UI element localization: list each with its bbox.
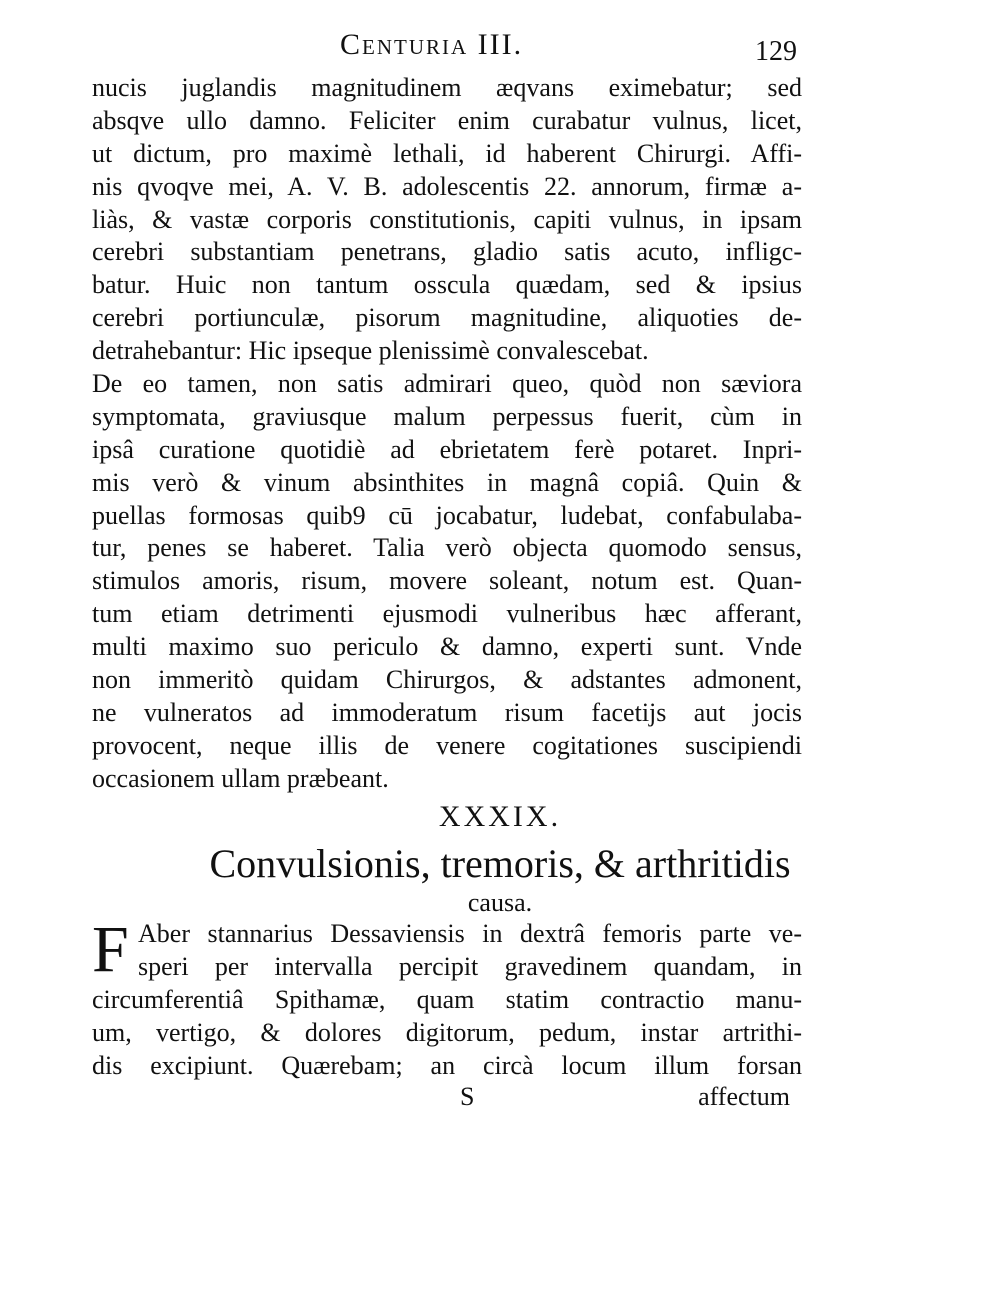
running-head: Centuria III. bbox=[340, 28, 524, 61]
text-line: batur. Huic non tantum osscula quædam, sed & ipsius bbox=[92, 270, 802, 300]
page-footer bbox=[92, 1082, 802, 1116]
text-line: De eo tamen, non satis admirari queo, quòd non sæviora bbox=[92, 369, 802, 399]
text-line: nis qvoqve mei, A. V. B. adolescentis 22. annorum, firmæ a- bbox=[92, 171, 802, 201]
text-line: non immeritò quidam Chirurgos, & adstantes admonent, bbox=[92, 665, 802, 695]
section-title-continuation: causa. bbox=[467, 888, 533, 917]
text-line: ut dictum, pro maximè lethali, id haberent Chirurgi. Affi- bbox=[92, 138, 802, 168]
text-line: ipsâ curatione quotidiè ad ebrietatem ferè potaret. Inpri- bbox=[92, 434, 802, 464]
text-line: dis excipiunt. Quærebam; an circà locum illum forsan bbox=[92, 1050, 802, 1080]
text-line: symptomata, graviusque malum perpessus fuerit, cùm in bbox=[92, 401, 802, 431]
text-line: ne vulneratos ad immoderatum risum facetijs aut jocis bbox=[92, 697, 802, 727]
text-line: absqve ullo damno. Feliciter enim curabatur vulnus, licet, bbox=[92, 105, 802, 135]
text-line: mis verò & vinum absinthites in magnâ copiâ. Quin & bbox=[92, 467, 802, 497]
text-line: speri per intervalla percipit gravedinem quandam, in bbox=[138, 951, 802, 981]
text-line: liàs, & vastæ corporis constitutionis, capiti vulnus, in ipsam bbox=[92, 204, 802, 234]
text-line: stimulos amoris, risum, movere soleant, notum est. Quan- bbox=[92, 566, 802, 596]
text-line: puellas formosas quib9 cū jocabatur, ludebat, confabulaba- bbox=[92, 500, 802, 530]
section-number: XXXIX. bbox=[438, 800, 562, 833]
section-title: Convulsionis, tremoris, & arthritidis bbox=[209, 841, 791, 886]
text-line: cerebri portiunculæ, pisorum magnitudine, aliquoties de- bbox=[92, 303, 802, 333]
text-line: Aber stannarius Dessaviensis in dextrâ femoris parte ve- bbox=[138, 919, 802, 948]
text-line: detrahebantur: Hic ipseque plenissimè convalescebat. bbox=[92, 336, 649, 366]
text-line: occasionem ullam præbeant. bbox=[92, 763, 389, 793]
text-line: nucis juglandis magnitudinem æqvans eximebatur; sed bbox=[92, 73, 802, 102]
text-line: provocent, neque illis de venere cogitationes suscipiendi bbox=[92, 730, 802, 760]
paragraph-1 bbox=[92, 72, 802, 796]
text-line: circumferentiâ Spithamæ, quam statim contractio manu- bbox=[92, 984, 802, 1014]
text-line: um, vertigo, & dolores digitorum, pedum, instar artrithi- bbox=[92, 1017, 802, 1047]
signature-mark: S bbox=[460, 1082, 475, 1111]
drop-cap-initial: F bbox=[92, 913, 129, 986]
text-line: tur, penes se haberet. Talia verò objecta quomodo sensus, bbox=[92, 533, 802, 563]
page-number: 129 bbox=[755, 36, 797, 67]
catchword: affectum bbox=[698, 1082, 790, 1111]
paragraph-2 bbox=[92, 913, 802, 1082]
text-line: tum etiam detrimenti ejusmodi vulneribus hæc afferant, bbox=[92, 599, 802, 629]
text-line: multi maximo suo periculo & damno, experti sunt. Vnde bbox=[92, 632, 802, 662]
text-line: cerebri substantiam penetrans, gladio satis acuto, infligc- bbox=[92, 237, 802, 267]
